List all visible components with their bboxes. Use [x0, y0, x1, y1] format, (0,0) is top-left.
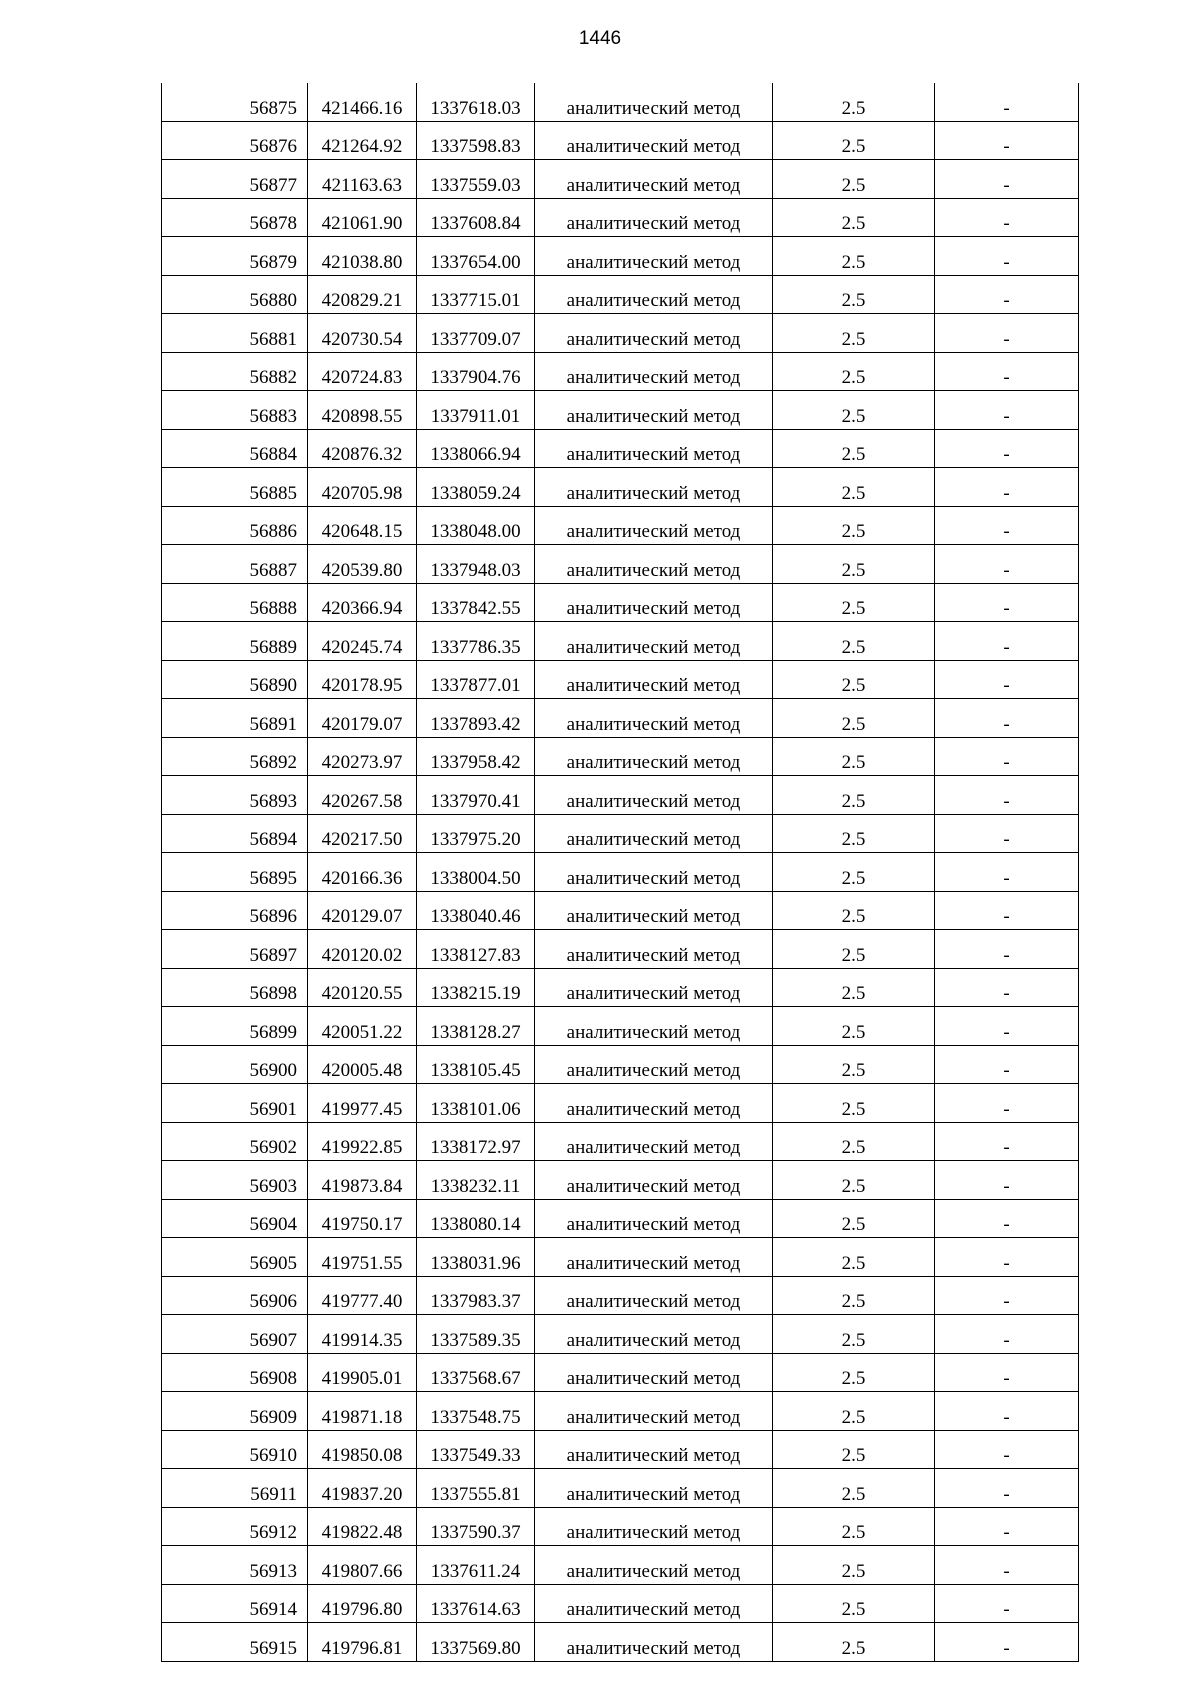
method-cell: аналитический метод — [535, 1045, 773, 1084]
x-coordinate-cell: 420120.02 — [308, 930, 417, 969]
method-cell: аналитический метод — [535, 776, 773, 815]
accuracy-cell: 2.5 — [773, 1007, 935, 1046]
method-cell: аналитический метод — [535, 737, 773, 776]
y-coordinate-cell: 1337618.03 — [417, 83, 535, 121]
x-coordinate-cell: 420051.22 — [308, 1007, 417, 1046]
point-number-cell: 56882 — [162, 352, 308, 391]
table-row — [162, 83, 1079, 121]
point-number-cell: 56908 — [162, 1353, 308, 1392]
x-coordinate-cell: 420267.58 — [308, 776, 417, 815]
method-cell: аналитический метод — [535, 1238, 773, 1277]
y-coordinate-cell: 1337715.01 — [417, 275, 535, 314]
method-cell: аналитический метод — [535, 660, 773, 699]
x-coordinate-cell: 419796.81 — [308, 1623, 417, 1662]
accuracy-cell: 2.5 — [773, 506, 935, 545]
table-row — [162, 660, 1079, 699]
description-cell: - — [935, 1315, 1079, 1354]
accuracy-cell: 2.5 — [773, 275, 935, 314]
point-number-cell: 56913 — [162, 1546, 308, 1585]
accuracy-cell: 2.5 — [773, 1238, 935, 1277]
method-cell: аналитический метод — [535, 1623, 773, 1662]
method-cell: аналитический метод — [535, 83, 773, 121]
accuracy-cell: 2.5 — [773, 1045, 935, 1084]
description-cell: - — [935, 1507, 1079, 1546]
x-coordinate-cell: 420366.94 — [308, 583, 417, 622]
method-cell: аналитический метод — [535, 506, 773, 545]
method-cell: аналитический метод — [535, 237, 773, 276]
accuracy-cell: 2.5 — [773, 622, 935, 661]
description-cell: - — [935, 429, 1079, 468]
point-number-cell: 56880 — [162, 275, 308, 314]
method-cell: аналитический метод — [535, 622, 773, 661]
x-coordinate-cell: 419871.18 — [308, 1392, 417, 1431]
point-number-cell: 56905 — [162, 1238, 308, 1277]
x-coordinate-cell: 421264.92 — [308, 121, 417, 160]
point-number-cell: 56886 — [162, 506, 308, 545]
accuracy-cell: 2.5 — [773, 545, 935, 584]
point-number-cell: 56909 — [162, 1392, 308, 1431]
point-number-cell: 56884 — [162, 429, 308, 468]
table-row — [162, 198, 1079, 237]
y-coordinate-cell: 1337975.20 — [417, 814, 535, 853]
accuracy-cell: 2.5 — [773, 198, 935, 237]
description-cell: - — [935, 275, 1079, 314]
description-cell: - — [935, 1430, 1079, 1469]
y-coordinate-cell: 1337559.03 — [417, 160, 535, 199]
point-number-cell: 56888 — [162, 583, 308, 622]
table-row — [162, 930, 1079, 969]
x-coordinate-cell: 419977.45 — [308, 1084, 417, 1123]
y-coordinate-cell: 1337709.07 — [417, 314, 535, 353]
accuracy-cell: 2.5 — [773, 1199, 935, 1238]
table-row — [162, 1161, 1079, 1200]
x-coordinate-cell: 420730.54 — [308, 314, 417, 353]
method-cell: аналитический метод — [535, 391, 773, 430]
y-coordinate-cell: 1338101.06 — [417, 1084, 535, 1123]
method-cell: аналитический метод — [535, 814, 773, 853]
description-cell: - — [935, 968, 1079, 1007]
x-coordinate-cell: 420829.21 — [308, 275, 417, 314]
accuracy-cell: 2.5 — [773, 930, 935, 969]
x-coordinate-cell: 420273.97 — [308, 737, 417, 776]
point-number-cell: 56877 — [162, 160, 308, 199]
description-cell: - — [935, 121, 1079, 160]
accuracy-cell: 2.5 — [773, 583, 935, 622]
accuracy-cell: 2.5 — [773, 1122, 935, 1161]
coordinates-table — [161, 83, 1079, 1662]
x-coordinate-cell: 419796.80 — [308, 1584, 417, 1623]
x-coordinate-cell: 420876.32 — [308, 429, 417, 468]
y-coordinate-cell: 1337614.63 — [417, 1584, 535, 1623]
point-number-cell: 56894 — [162, 814, 308, 853]
method-cell: аналитический метод — [535, 1353, 773, 1392]
description-cell: - — [935, 1276, 1079, 1315]
accuracy-cell: 2.5 — [773, 891, 935, 930]
y-coordinate-cell: 1338048.00 — [417, 506, 535, 545]
y-coordinate-cell: 1337877.01 — [417, 660, 535, 699]
table-row — [162, 1007, 1079, 1046]
table-row — [162, 160, 1079, 199]
method-cell: аналитический метод — [535, 1084, 773, 1123]
description-cell: - — [935, 1584, 1079, 1623]
point-number-cell: 56914 — [162, 1584, 308, 1623]
table-row — [162, 1199, 1079, 1238]
x-coordinate-cell: 420217.50 — [308, 814, 417, 853]
x-coordinate-cell: 419822.48 — [308, 1507, 417, 1546]
description-cell: - — [935, 237, 1079, 276]
y-coordinate-cell: 1337590.37 — [417, 1507, 535, 1546]
x-coordinate-cell: 419914.35 — [308, 1315, 417, 1354]
description-cell: - — [935, 776, 1079, 815]
x-coordinate-cell: 420245.74 — [308, 622, 417, 661]
accuracy-cell: 2.5 — [773, 1315, 935, 1354]
table-row — [162, 352, 1079, 391]
point-number-cell: 56891 — [162, 699, 308, 738]
description-cell: - — [935, 1623, 1079, 1662]
method-cell: аналитический метод — [535, 468, 773, 507]
y-coordinate-cell: 1338004.50 — [417, 853, 535, 892]
method-cell: аналитический метод — [535, 930, 773, 969]
description-cell: - — [935, 853, 1079, 892]
point-number-cell: 56900 — [162, 1045, 308, 1084]
y-coordinate-cell: 1338059.24 — [417, 468, 535, 507]
y-coordinate-cell: 1338232.11 — [417, 1161, 535, 1200]
accuracy-cell: 2.5 — [773, 968, 935, 1007]
accuracy-cell: 2.5 — [773, 1161, 935, 1200]
description-cell: - — [935, 468, 1079, 507]
description-cell: - — [935, 699, 1079, 738]
point-number-cell: 56881 — [162, 314, 308, 353]
table-row — [162, 1045, 1079, 1084]
point-number-cell: 56876 — [162, 121, 308, 160]
description-cell: - — [935, 737, 1079, 776]
method-cell: аналитический метод — [535, 1199, 773, 1238]
method-cell: аналитический метод — [535, 1122, 773, 1161]
description-cell: - — [935, 1084, 1079, 1123]
table-row — [162, 1430, 1079, 1469]
table-row — [162, 737, 1079, 776]
method-cell: аналитический метод — [535, 853, 773, 892]
point-number-cell: 56889 — [162, 622, 308, 661]
x-coordinate-cell: 420539.80 — [308, 545, 417, 584]
table-row — [162, 314, 1079, 353]
x-coordinate-cell: 419905.01 — [308, 1353, 417, 1392]
method-cell: аналитический метод — [535, 160, 773, 199]
table-row — [162, 237, 1079, 276]
y-coordinate-cell: 1337589.35 — [417, 1315, 535, 1354]
accuracy-cell: 2.5 — [773, 814, 935, 853]
method-cell: аналитический метод — [535, 545, 773, 584]
description-cell: - — [935, 391, 1079, 430]
method-cell: аналитический метод — [535, 1584, 773, 1623]
description-cell: - — [935, 1238, 1079, 1277]
point-number-cell: 56902 — [162, 1122, 308, 1161]
point-number-cell: 56890 — [162, 660, 308, 699]
accuracy-cell: 2.5 — [773, 391, 935, 430]
method-cell: аналитический метод — [535, 1469, 773, 1508]
method-cell: аналитический метод — [535, 1507, 773, 1546]
table-row — [162, 968, 1079, 1007]
description-cell: - — [935, 506, 1079, 545]
x-coordinate-cell: 419751.55 — [308, 1238, 417, 1277]
point-number-cell: 56878 — [162, 198, 308, 237]
table-row — [162, 1238, 1079, 1277]
table-body — [162, 83, 1079, 1661]
table-row — [162, 583, 1079, 622]
table-row — [162, 776, 1079, 815]
point-number-cell: 56903 — [162, 1161, 308, 1200]
method-cell: аналитический метод — [535, 121, 773, 160]
y-coordinate-cell: 1337549.33 — [417, 1430, 535, 1469]
point-number-cell: 56911 — [162, 1469, 308, 1508]
x-coordinate-cell: 421061.90 — [308, 198, 417, 237]
table-row — [162, 391, 1079, 430]
method-cell: аналитический метод — [535, 699, 773, 738]
y-coordinate-cell: 1337611.24 — [417, 1546, 535, 1585]
accuracy-cell: 2.5 — [773, 699, 935, 738]
accuracy-cell: 2.5 — [773, 1546, 935, 1585]
x-coordinate-cell: 420120.55 — [308, 968, 417, 1007]
method-cell: аналитический метод — [535, 583, 773, 622]
method-cell: аналитический метод — [535, 429, 773, 468]
y-coordinate-cell: 1338040.46 — [417, 891, 535, 930]
table-row — [162, 699, 1079, 738]
x-coordinate-cell: 421466.16 — [308, 83, 417, 121]
description-cell: - — [935, 1161, 1079, 1200]
description-cell: - — [935, 1392, 1079, 1431]
point-number-cell: 56887 — [162, 545, 308, 584]
accuracy-cell: 2.5 — [773, 314, 935, 353]
table-row — [162, 468, 1079, 507]
table-row — [162, 429, 1079, 468]
accuracy-cell: 2.5 — [773, 160, 935, 199]
y-coordinate-cell: 1338215.19 — [417, 968, 535, 1007]
method-cell: аналитический метод — [535, 891, 773, 930]
point-number-cell: 56910 — [162, 1430, 308, 1469]
x-coordinate-cell: 420705.98 — [308, 468, 417, 507]
accuracy-cell: 2.5 — [773, 1584, 935, 1623]
accuracy-cell: 2.5 — [773, 237, 935, 276]
point-number-cell: 56879 — [162, 237, 308, 276]
y-coordinate-cell: 1337569.80 — [417, 1623, 535, 1662]
accuracy-cell: 2.5 — [773, 352, 935, 391]
y-coordinate-cell: 1337786.35 — [417, 622, 535, 661]
accuracy-cell: 2.5 — [773, 660, 935, 699]
x-coordinate-cell: 420898.55 — [308, 391, 417, 430]
point-number-cell: 56875 — [162, 83, 308, 121]
table-row — [162, 545, 1079, 584]
point-number-cell: 56901 — [162, 1084, 308, 1123]
x-coordinate-cell: 419873.84 — [308, 1161, 417, 1200]
y-coordinate-cell: 1337568.67 — [417, 1353, 535, 1392]
point-number-cell: 56898 — [162, 968, 308, 1007]
description-cell: - — [935, 814, 1079, 853]
accuracy-cell: 2.5 — [773, 1084, 935, 1123]
x-coordinate-cell: 419837.20 — [308, 1469, 417, 1508]
accuracy-cell: 2.5 — [773, 1469, 935, 1508]
method-cell: аналитический метод — [535, 1546, 773, 1585]
y-coordinate-cell: 1337555.81 — [417, 1469, 535, 1508]
method-cell: аналитический метод — [535, 1007, 773, 1046]
y-coordinate-cell: 1337842.55 — [417, 583, 535, 622]
point-number-cell: 56895 — [162, 853, 308, 892]
table-row — [162, 853, 1079, 892]
y-coordinate-cell: 1337548.75 — [417, 1392, 535, 1431]
point-number-cell: 56896 — [162, 891, 308, 930]
description-cell: - — [935, 314, 1079, 353]
table-row — [162, 1469, 1079, 1508]
description-cell: - — [935, 1199, 1079, 1238]
y-coordinate-cell: 1337958.42 — [417, 737, 535, 776]
x-coordinate-cell: 420724.83 — [308, 352, 417, 391]
y-coordinate-cell: 1337893.42 — [417, 699, 535, 738]
accuracy-cell: 2.5 — [773, 853, 935, 892]
description-cell: - — [935, 660, 1079, 699]
point-number-cell: 56904 — [162, 1199, 308, 1238]
description-cell: - — [935, 891, 1079, 930]
y-coordinate-cell: 1338031.96 — [417, 1238, 535, 1277]
description-cell: - — [935, 1469, 1079, 1508]
accuracy-cell: 2.5 — [773, 1392, 935, 1431]
method-cell: аналитический метод — [535, 1315, 773, 1354]
description-cell: - — [935, 545, 1079, 584]
description-cell: - — [935, 1007, 1079, 1046]
x-coordinate-cell: 420178.95 — [308, 660, 417, 699]
accuracy-cell: 2.5 — [773, 776, 935, 815]
y-coordinate-cell: 1338066.94 — [417, 429, 535, 468]
description-cell: - — [935, 1546, 1079, 1585]
y-coordinate-cell: 1338080.14 — [417, 1199, 535, 1238]
accuracy-cell: 2.5 — [773, 83, 935, 121]
method-cell: аналитический метод — [535, 198, 773, 237]
y-coordinate-cell: 1337608.84 — [417, 198, 535, 237]
y-coordinate-cell: 1337911.01 — [417, 391, 535, 430]
description-cell: - — [935, 1045, 1079, 1084]
x-coordinate-cell: 420648.15 — [308, 506, 417, 545]
accuracy-cell: 2.5 — [773, 1276, 935, 1315]
x-coordinate-cell: 419850.08 — [308, 1430, 417, 1469]
point-number-cell: 56912 — [162, 1507, 308, 1546]
table-row — [162, 891, 1079, 930]
table-row — [162, 1546, 1079, 1585]
description-cell: - — [935, 198, 1079, 237]
table-row — [162, 1353, 1079, 1392]
method-cell: аналитический метод — [535, 314, 773, 353]
method-cell: аналитический метод — [535, 1430, 773, 1469]
point-number-cell: 56899 — [162, 1007, 308, 1046]
x-coordinate-cell: 421163.63 — [308, 160, 417, 199]
y-coordinate-cell: 1338127.83 — [417, 930, 535, 969]
table-row — [162, 1584, 1079, 1623]
table-row — [162, 1315, 1079, 1354]
x-coordinate-cell: 420166.36 — [308, 853, 417, 892]
point-number-cell: 56893 — [162, 776, 308, 815]
description-cell: - — [935, 1353, 1079, 1392]
table-row — [162, 1084, 1079, 1123]
description-cell: - — [935, 160, 1079, 199]
table-row — [162, 814, 1079, 853]
y-coordinate-cell: 1337654.00 — [417, 237, 535, 276]
point-number-cell: 56915 — [162, 1623, 308, 1662]
accuracy-cell: 2.5 — [773, 1623, 935, 1662]
x-coordinate-cell: 419777.40 — [308, 1276, 417, 1315]
description-cell: - — [935, 930, 1079, 969]
x-coordinate-cell: 420129.07 — [308, 891, 417, 930]
method-cell: аналитический метод — [535, 352, 773, 391]
table-row — [162, 1623, 1079, 1662]
y-coordinate-cell: 1337983.37 — [417, 1276, 535, 1315]
accuracy-cell: 2.5 — [773, 429, 935, 468]
table-row — [162, 1507, 1079, 1546]
y-coordinate-cell: 1338128.27 — [417, 1007, 535, 1046]
x-coordinate-cell: 419750.17 — [308, 1199, 417, 1238]
x-coordinate-cell: 419807.66 — [308, 1546, 417, 1585]
table-row — [162, 1122, 1079, 1161]
description-cell: - — [935, 83, 1079, 121]
table-row — [162, 1276, 1079, 1315]
description-cell: - — [935, 352, 1079, 391]
point-number-cell: 56906 — [162, 1276, 308, 1315]
accuracy-cell: 2.5 — [773, 1430, 935, 1469]
description-cell: - — [935, 583, 1079, 622]
point-number-cell: 56883 — [162, 391, 308, 430]
table-row — [162, 275, 1079, 314]
table-row — [162, 121, 1079, 160]
y-coordinate-cell: 1338172.97 — [417, 1122, 535, 1161]
description-cell: - — [935, 1122, 1079, 1161]
x-coordinate-cell: 419922.85 — [308, 1122, 417, 1161]
method-cell: аналитический метод — [535, 968, 773, 1007]
point-number-cell: 56892 — [162, 737, 308, 776]
table-row — [162, 622, 1079, 661]
table-row — [162, 1392, 1079, 1431]
accuracy-cell: 2.5 — [773, 121, 935, 160]
method-cell: аналитический метод — [535, 275, 773, 314]
method-cell: аналитический метод — [535, 1161, 773, 1200]
method-cell: аналитический метод — [535, 1276, 773, 1315]
accuracy-cell: 2.5 — [773, 468, 935, 507]
accuracy-cell: 2.5 — [773, 1507, 935, 1546]
point-number-cell: 56907 — [162, 1315, 308, 1354]
table-row — [162, 506, 1079, 545]
description-cell: - — [935, 622, 1079, 661]
point-number-cell: 56897 — [162, 930, 308, 969]
point-number-cell: 56885 — [162, 468, 308, 507]
y-coordinate-cell: 1338105.45 — [417, 1045, 535, 1084]
method-cell: аналитический метод — [535, 1392, 773, 1431]
accuracy-cell: 2.5 — [773, 1353, 935, 1392]
x-coordinate-cell: 421038.80 — [308, 237, 417, 276]
y-coordinate-cell: 1337948.03 — [417, 545, 535, 584]
x-coordinate-cell: 420179.07 — [308, 699, 417, 738]
page-number: 1446 — [578, 28, 622, 49]
y-coordinate-cell: 1337970.41 — [417, 776, 535, 815]
x-coordinate-cell: 420005.48 — [308, 1045, 417, 1084]
y-coordinate-cell: 1337598.83 — [417, 121, 535, 160]
y-coordinate-cell: 1337904.76 — [417, 352, 535, 391]
accuracy-cell: 2.5 — [773, 737, 935, 776]
